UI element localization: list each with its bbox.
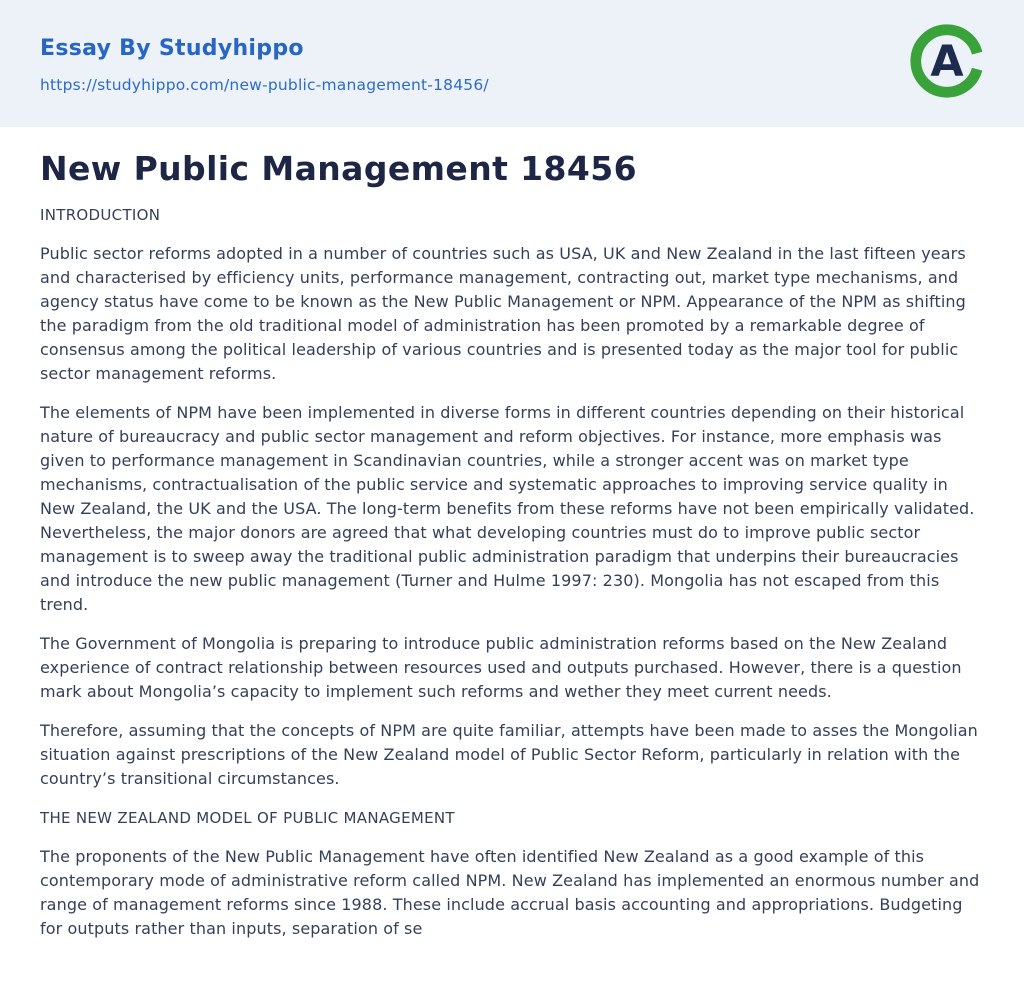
source-url-link[interactable]: https://studyhippo.com/new-public-management-18456/ (40, 76, 489, 94)
paragraph-3: The Government of Mongolia is preparing to introduce public administration reforms based on the New Zealand experience of contract relationship between resources used and outputs purchased. However, there is a question mark about Mongolia’s capacity to implement such reforms and wether they meet current needs. (40, 634, 962, 701)
logo-letter: A (930, 36, 964, 87)
header-text (40, 20, 489, 94)
paragraph-5: The proponents of the New Public Management have often identified New Zealand as a good example of this contemporary mode of administrative reform called NPM. New Zealand has implemented an enormous number and range of management reforms since 1988. These include accrual basis accounting and appropriations. Budgeting for outputs rather than inputs, separation of se (40, 847, 980, 938)
paragraph-1: Public sector reforms adopted in a number of countries such as USA, UK and New Zealand in the last fifteen years and characterised by efficiency units, performance management, contracting out, market type mechanisms, and agency status have come to be known as the New Public Management or NPM. Appearance of the NPM as shifting the paradigm from the old traditional model of administration has been promoted by a remarkable degree of consensus among the political leadership of various countries and is presented today as the major tool for public sector management reforms. (40, 244, 966, 383)
paragraph-4: Therefore, assuming that the concepts of NPM are quite familiar, attempts have been made to asses the Mongolian situation against prescriptions of the New Zealand model of Public Sector Reform, particularly in relation with the country’s transitional circumstances. (40, 721, 978, 788)
section-heading-introduction: INTRODUCTION (40, 206, 161, 224)
site-title: Essay By Studyhippo (40, 36, 304, 61)
studyhippo-logo-icon (908, 22, 986, 100)
page-title: New Public Management 18456 (40, 149, 637, 188)
paragraph-2: The elements of NPM have been implemented in diverse forms in different countries depending on their historical nature of bureaucracy and public sector management and reform objectives. For instance, more emphasis was given to performance management in Scandinavian countries, while a stronger accent was on market type mechanisms, contractualisation of the public service and systematic approaches to improving service quality in New Zealand, the UK and the USA. The long-term benefits from these reforms have not been empirically validated. Nevertheless, the major donors are agreed that what developing countries must do to improve public sector management is to sweep away the traditional public administration paradigm that underpins their bureaucracies and introduce the new public management (Turner and Hulme 1997: 230). Mongolia has not escaped from this trend. (40, 403, 975, 614)
article-content (0, 149, 1024, 941)
site-header (0, 0, 1024, 127)
section-heading-new-zealand-model: THE NEW ZEALAND MODEL OF PUBLIC MANAGEMENT (40, 809, 455, 827)
